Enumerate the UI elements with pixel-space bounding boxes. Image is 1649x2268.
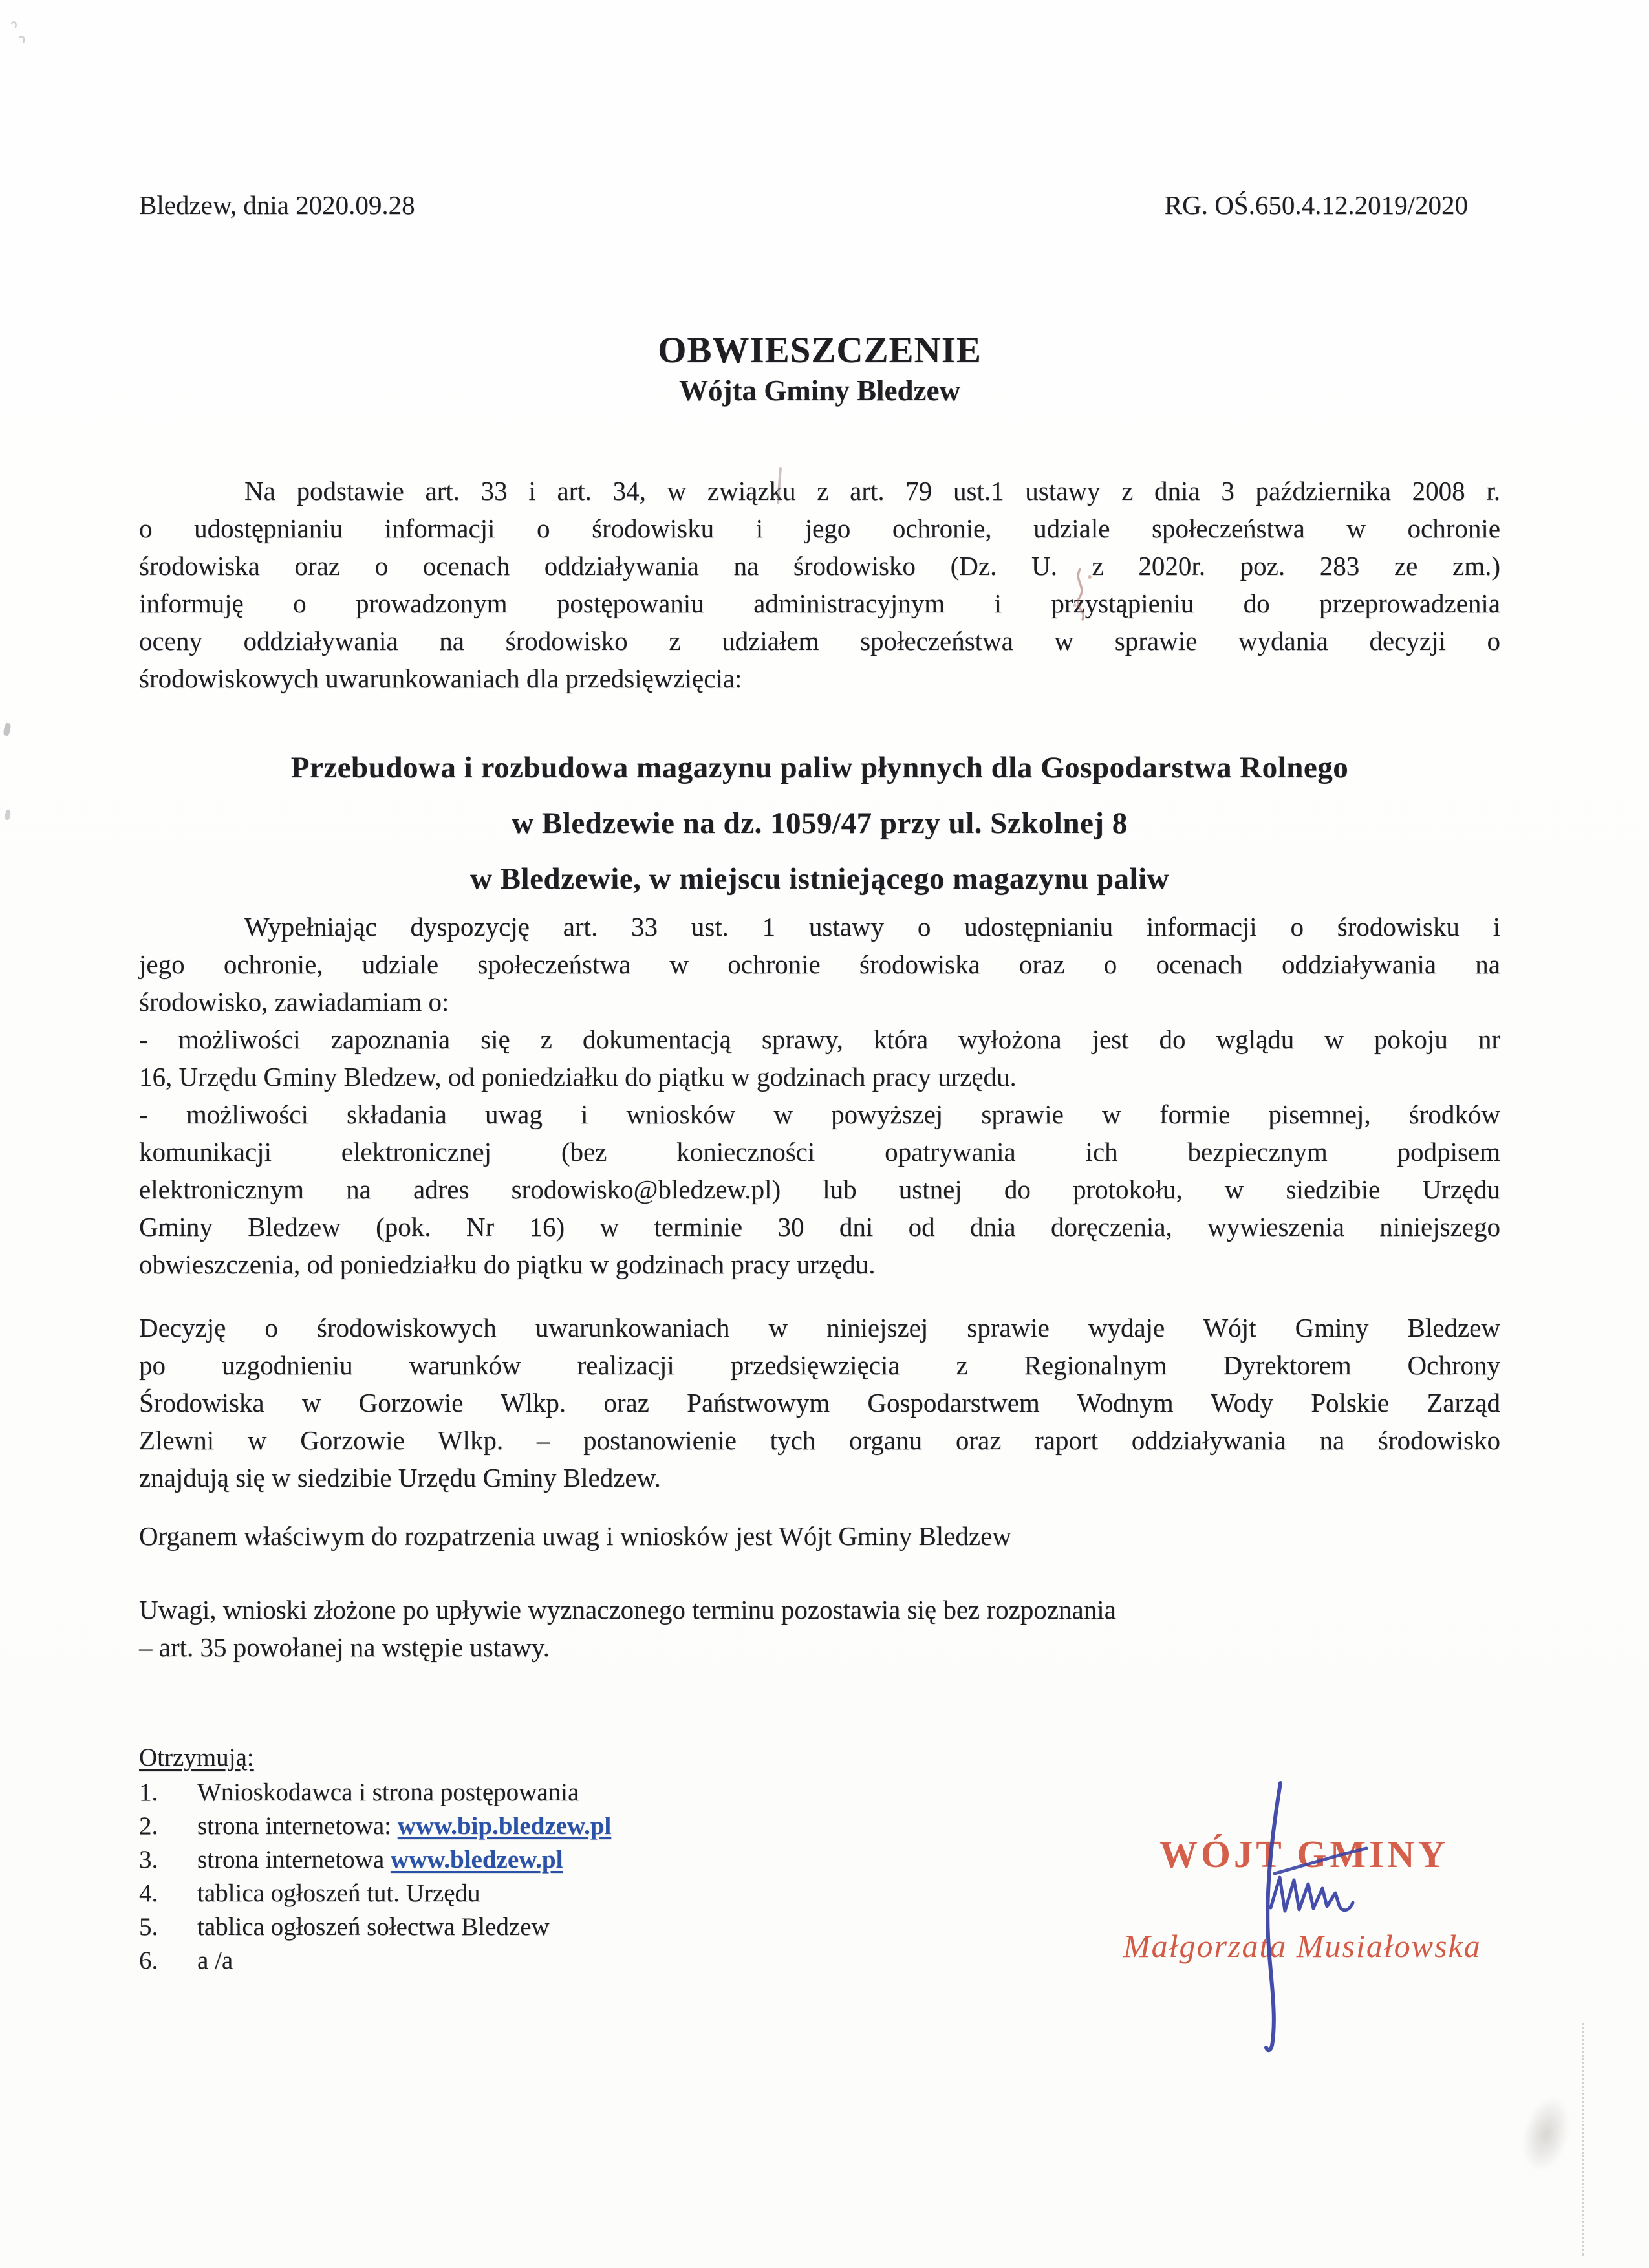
item-number: 1.: [139, 1778, 158, 1806]
text-line: Na podstawie art. 33 i art. 34, w związku z art. 79 ust.1 ustawy z dnia 3 października 2008 r.: [244, 476, 1500, 506]
text-line: Przebudowa i rozbudowa magazynu paliw płynnych dla Gospodarstwa Rolnego: [290, 751, 1349, 784]
text-line: po uzgodnieniu warunków realizacji przedsięwzięcia z Regionalnym Dyrektorem Ochrony: [139, 1350, 1500, 1380]
scan-artifact-speck: [3, 722, 12, 737]
item-content: [197, 1910, 550, 1944]
item-text: strona internetowa: [197, 1846, 391, 1874]
subject-heading: [139, 740, 1500, 907]
scan-artifact-speck: [9, 19, 28, 49]
text-line: Środowiska w Gorzowie Wlkp. oraz Państwowym Gospodarstwem Wodnym Wody Polskie Zarząd: [139, 1388, 1500, 1418]
item-number: 5.: [139, 1913, 158, 1941]
paragraph-legal-basis: [139, 472, 1500, 697]
paragraph-late-remarks: [139, 1591, 1500, 1666]
text-line: środowiska oraz o ocenach oddziaływania na środowisko (Dz. U. z 2020r. poz. 283 ze zm.): [139, 551, 1500, 581]
item-content: [197, 1809, 611, 1843]
item-number: 6.: [139, 1947, 158, 1974]
item-text: tablica ogłoszeń tut. Urzędu: [197, 1879, 480, 1907]
paragraph-competent-organ: [139, 1517, 1500, 1555]
item-number: 4.: [139, 1879, 158, 1907]
text-line: Wypełniając dyspozycję art. 33 ust. 1 ustawy o udostępnianiu informacji o środowisku i: [244, 912, 1500, 942]
document-subtitle: Wójta Gminy Bledzew: [679, 374, 960, 407]
document-title: OBWIESZCZENIE: [658, 330, 982, 371]
text-line: Zlewni w Gorzowie Wlkp. – postanowienie tych organu oraz raport oddziaływania na środowisko: [139, 1425, 1500, 1455]
scan-artifact-speck: [5, 810, 11, 821]
text-line: w Bledzewie, w miejscu istniejącego magazynu paliw: [469, 862, 1170, 896]
scan-artifact-edge-line: [1582, 2023, 1584, 2256]
paragraph-possibilities: [139, 1021, 1500, 1283]
signature-ink: [1225, 1775, 1432, 2053]
paragraph-decision: [139, 1309, 1500, 1496]
item-number: 2.: [139, 1812, 158, 1840]
item-text: Wnioskodawca i strona postępowania: [197, 1778, 579, 1806]
website-link[interactable]: www.bip.bledzew.pl: [397, 1812, 612, 1840]
text-line: - możliwości zapoznania się z dokumentacją sprawy, która wyłożona jest do wglądu w pokoju nr: [139, 1024, 1500, 1054]
item-number: 3.: [139, 1846, 158, 1874]
text-line: – art. 35 powołanej na wstępie ustawy.: [139, 1632, 550, 1662]
document-header: [139, 189, 1500, 221]
mayor-stamp-name: Małgorzata Musiałowska: [1123, 1928, 1482, 1964]
item-text: strona internetowa:: [197, 1812, 398, 1840]
item-content: [197, 1944, 233, 1978]
text-line: obwieszczenia, od poniedziałku do piątku w godzinach pracy urzędu.: [139, 1249, 876, 1279]
text-line: oceny oddziaływania na środowisko z udziałem społeczeństwa w sprawie wydania decyzji o: [139, 626, 1500, 656]
scan-artifact-smudge: [1514, 2091, 1579, 2177]
item-text: tablica ogłoszeń sołectwa Bledzew: [197, 1913, 550, 1941]
item-content: [197, 1776, 579, 1809]
title-block: [139, 330, 1500, 407]
text-line: jego ochronie, udziale społeczeństwa w ochronie środowiska oraz o ocenach oddziaływania na: [139, 949, 1500, 979]
distribution-label: Otrzymują:: [139, 1744, 254, 1771]
item-text: a /a: [197, 1947, 233, 1974]
document-content: [139, 0, 1500, 1978]
text-line: Organem właściwym do rozpatrzenia uwag i wniosków jest Wójt Gminy Bledzew: [139, 1521, 1011, 1551]
text-line: Gminy Bledzew (pok. Nr 16) w terminie 30 dni od dnia doręczenia, wywieszenia niniejszego: [139, 1212, 1500, 1242]
website-link[interactable]: www.bledzew.pl: [390, 1846, 563, 1874]
item-content: [197, 1877, 480, 1910]
text-line: znajdują się w siedzibie Urzędu Gminy Bledzew.: [139, 1463, 661, 1493]
text-line: informuję o prowadzonym postępowaniu administracyjnym i przystąpieniu do przeprowadzenia: [139, 589, 1500, 618]
reference-number: RG. OŚ.650.4.12.2019/2020: [1164, 190, 1468, 220]
text-line: Decyzję o środowiskowych uwarunkowaniach w niniejszej sprawie wydaje Wójt Gminy Bledzew: [139, 1313, 1500, 1343]
text-line: 16, Urzędu Gminy Bledzew, od poniedziałku do piątku w godzinach pracy urzędu.: [139, 1062, 1017, 1092]
text-line: o udostępnianiu informacji o środowisku i jego ochronie, udziale społeczeństwa w ochronie: [139, 513, 1500, 543]
text-line: Uwagi, wnioski złożone po upływie wyznaczonego terminu pozostawia się bez rozpoznania: [139, 1595, 1116, 1625]
paragraph-notification: [139, 908, 1500, 1021]
item-content: [197, 1843, 563, 1877]
mayor-stamp-title: WÓJT GMINY: [1159, 1833, 1449, 1875]
text-line: środowiskowych uwarunkowaniach dla przedsięwzięcia:: [139, 664, 742, 693]
text-line: środowisko, zawiadamiam o:: [139, 987, 449, 1017]
text-line: w Bledzewie na dz. 1059/47 przy ul. Szkolnej 8: [512, 806, 1128, 840]
place-date: Bledzew, dnia 2020.09.28: [139, 190, 415, 220]
text-line: elektronicznym na adres srodowisko@bledzew.pl) lub ustnej do protokołu, w siedzibie Urzędu: [139, 1174, 1500, 1204]
text-line: komunikacji elektronicznej (bez konieczności opatrywania ich bezpiecznym podpisem: [139, 1137, 1500, 1167]
text-line: - możliwości składania uwag i wniosków w powyższej sprawie w formie pisemnej, środków: [139, 1099, 1500, 1129]
